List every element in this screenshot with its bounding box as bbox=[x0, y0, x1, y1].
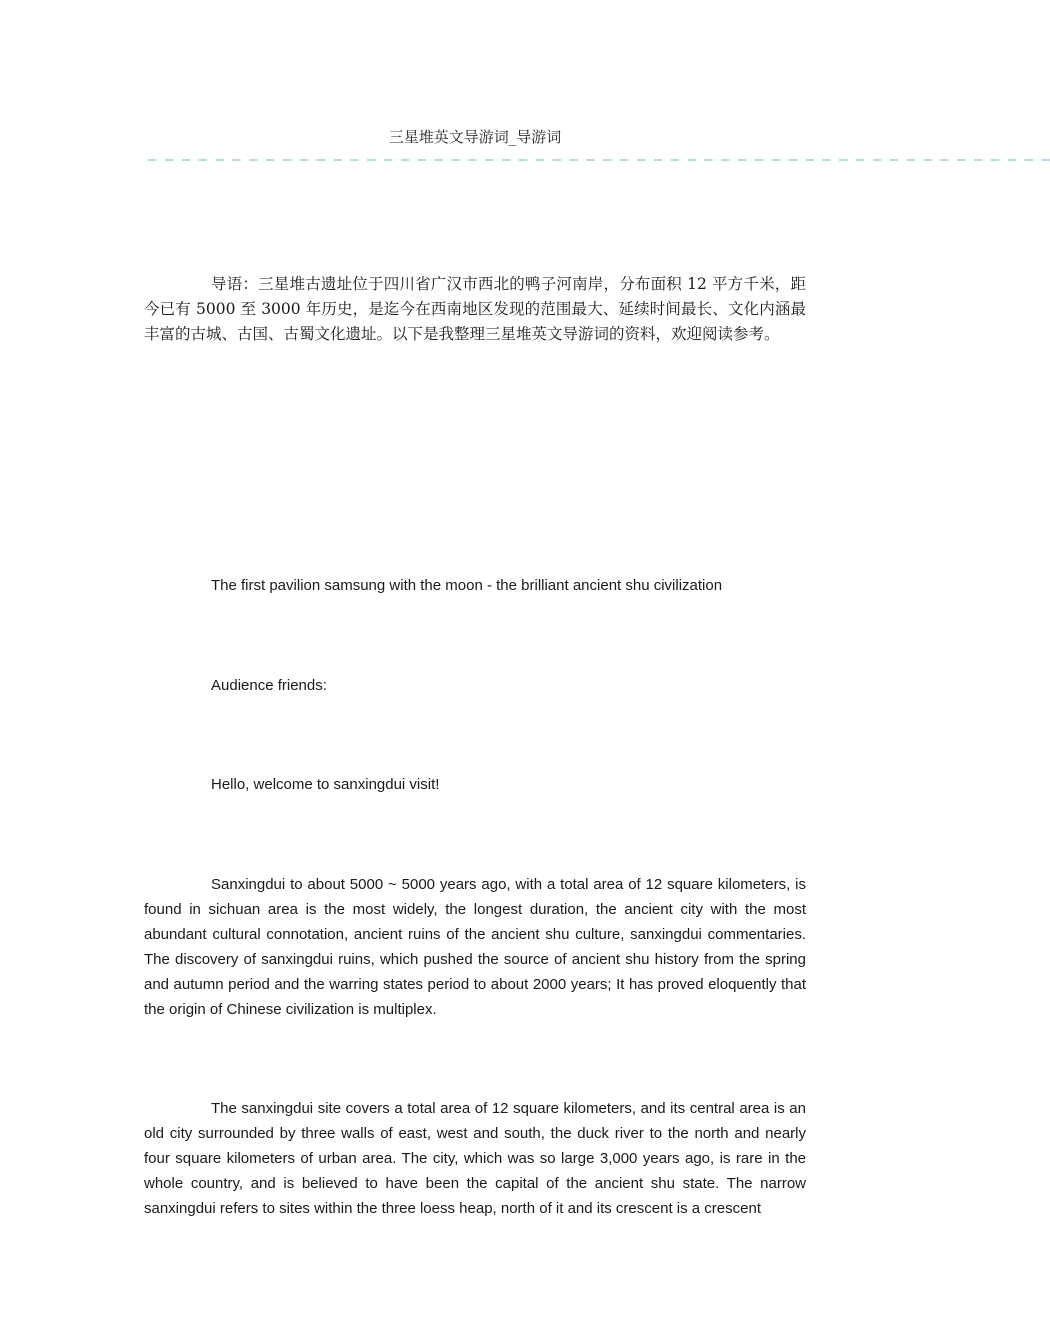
title-divider: — — — — — — — — — — — — — — — — — — — — — — — — — — — — — — — — — — — — — — — — — — — — — — — — — — — — — — bbox=[148, 152, 1050, 168]
intro-paragraph: 导语：三星堆古遗址位于四川省广汉市西北的鸭子河南岸，分布面积 12 平方千米，距今已有 5000 至 3000 年历史，是迄今在西南地区发现的范围最大、延续时间最长、文化内涵最丰富的古城、古国、古蜀文化遗址。以下是我整理三星堆英文导游词的资料，欢迎阅读参考。 bbox=[144, 275, 806, 343]
greeting-line: Audience friends: bbox=[211, 677, 327, 694]
welcome-line: Hello, welcome to sanxingdui visit! bbox=[211, 776, 440, 793]
section-heading: The first pavilion samsung with the moon - the brilliant ancient shu civilization bbox=[211, 577, 723, 594]
body-paragraph-2: The sanxingdui site covers a total area of 12 square kilometers, and its central area is an old city surrounded by three walls of east, west and south, the duck river to the north and nearly four square kilometers of urban area. The city, which was so large 3,000 years ago, is rare in the whole country, and is believed to have been the capital of the ancient shu state. The narrow sanxingdui refers to sites within the three loess heap, north of it and its crescent is a crescent bbox=[144, 1100, 806, 1217]
body-paragraph-1: Sanxingdui to about 5000 ~ 5000 years ago, with a total area of 12 square kilometers, is found in sichuan area is the most widely, the longest duration, the ancient city with the most abundant cultural connotation, ancient ruins of the ancient shu culture, sanxingdui commentaries. The discovery of sanxingdui ruins, which pushed the source of ancient shu history from the spring and autumn period and the warring states period to about 2000 years; It has proved eloquently that the origin of Chinese civilization is multiplex. bbox=[144, 876, 806, 1018]
document-title: 三星堆英文导游词_导游词 bbox=[388, 128, 562, 146]
